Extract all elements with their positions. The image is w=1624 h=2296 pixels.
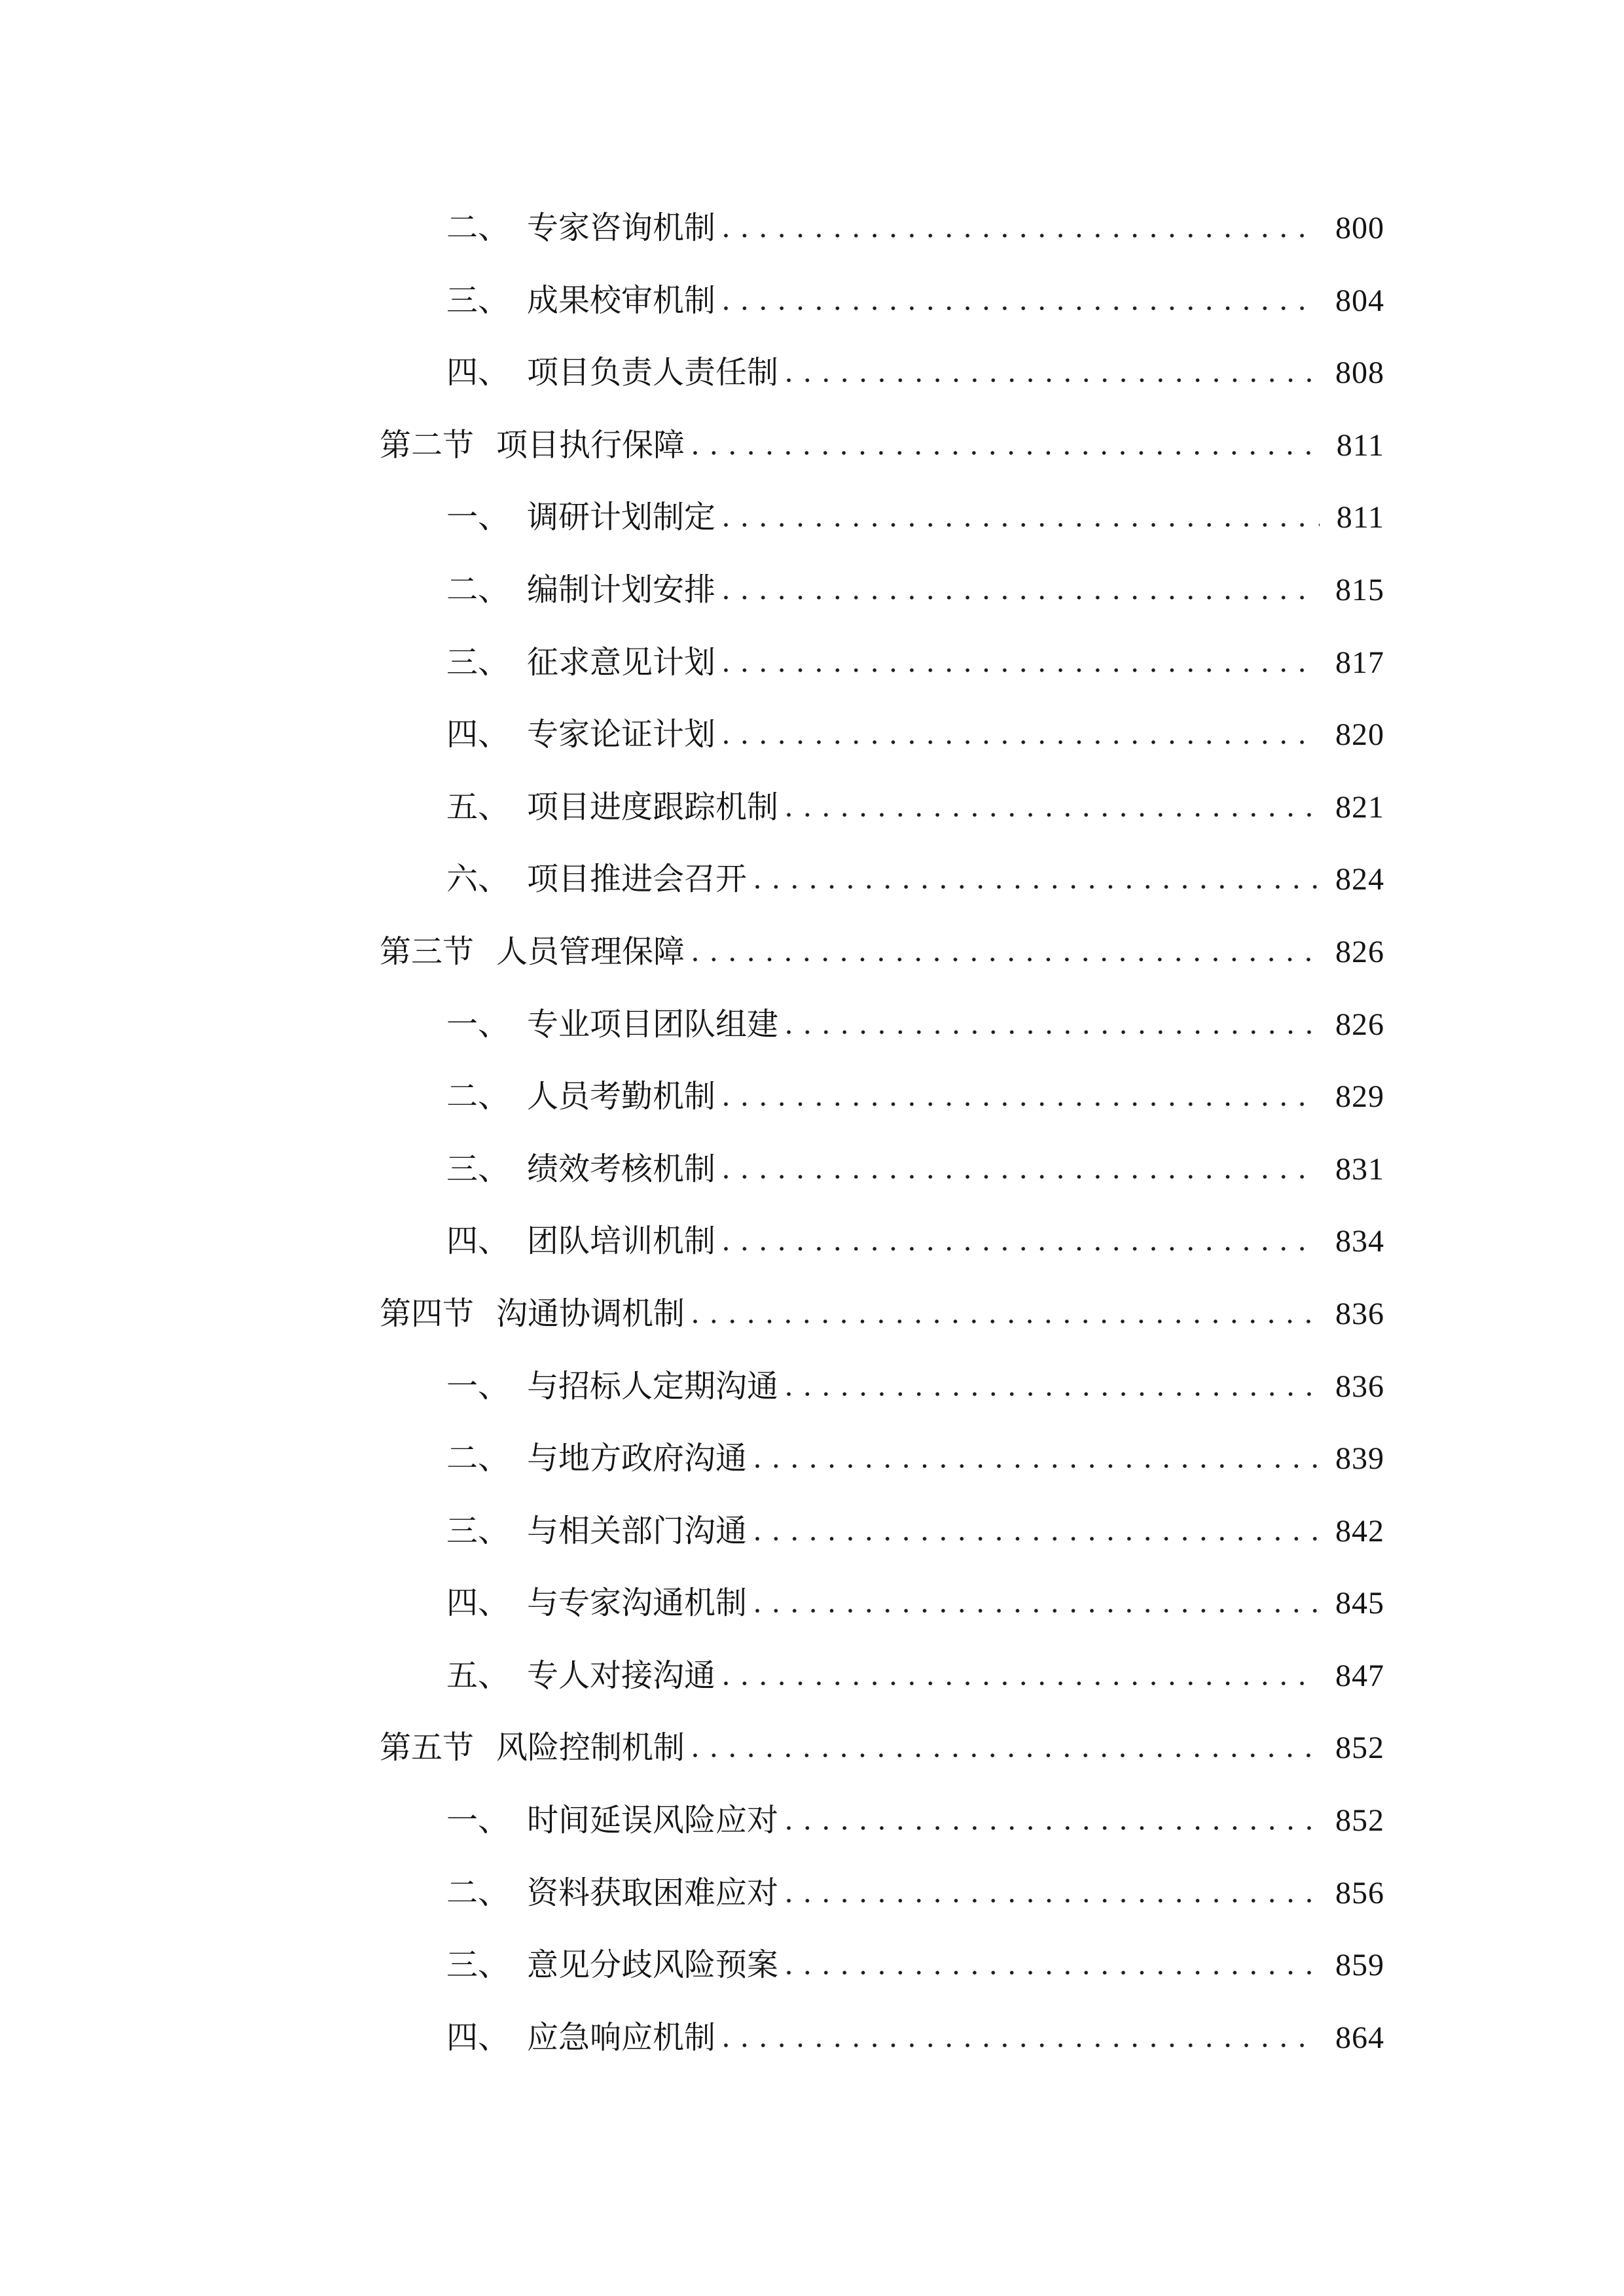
toc-entry xyxy=(0,1785,1624,1857)
dot-leader xyxy=(723,740,1318,745)
toc-entry xyxy=(0,772,1624,844)
toc-entry xyxy=(0,482,1624,554)
toc-entry-title: 资料获取困难应对 xyxy=(527,1875,779,1910)
toc-entry-number: 三、 xyxy=(446,645,510,680)
toc-entry xyxy=(0,1351,1624,1424)
toc-entry-number: 二、 xyxy=(446,211,510,245)
toc-entry-page: 856 xyxy=(1335,1875,1384,1910)
toc-entry-page: 800 xyxy=(1335,211,1384,245)
toc-entry-title: 与招标人定期沟通 xyxy=(527,1369,779,1404)
toc-entry-number: 四、 xyxy=(446,717,510,753)
toc-entry-number: 二、 xyxy=(446,1441,510,1477)
dot-leader xyxy=(723,233,1318,238)
toc-entry-number: 三、 xyxy=(446,1513,510,1549)
toc-section-title: 项目执行保障 xyxy=(496,427,685,463)
dot-leader xyxy=(786,378,1318,383)
dot-leader xyxy=(786,1391,1318,1397)
dot-leader xyxy=(786,1898,1318,1903)
toc-section-number: 第二节 xyxy=(380,427,475,463)
toc-entry-title: 与相关部门沟通 xyxy=(527,1513,748,1549)
toc-entry-page: 817 xyxy=(1335,645,1384,680)
toc-entry xyxy=(0,2002,1624,2075)
toc-section-page: 852 xyxy=(1335,1731,1384,1766)
toc-entry xyxy=(0,1857,1624,1930)
toc-entry-title: 专业项目团队组建 xyxy=(527,1007,779,1042)
toc-section-number: 第四节 xyxy=(380,1296,475,1331)
toc-entry-page: 811 xyxy=(1336,500,1384,535)
toc-section-entry xyxy=(0,410,1624,482)
toc-entry xyxy=(0,989,1624,1062)
toc-entry-page: 824 xyxy=(1335,862,1384,897)
toc-entry-number: 一、 xyxy=(446,1007,510,1042)
toc-entry-page: 831 xyxy=(1335,1151,1384,1187)
dot-leader xyxy=(723,522,1320,528)
toc-entry xyxy=(0,192,1624,265)
toc-entry-page: 834 xyxy=(1335,1224,1384,1259)
toc-entry-title: 项目进度跟踪机制 xyxy=(527,789,779,825)
toc-entry-number: 二、 xyxy=(446,1079,510,1115)
toc-section-page: 826 xyxy=(1335,934,1384,969)
toc-entry-number: 一、 xyxy=(446,1369,510,1404)
toc-entry xyxy=(0,1134,1624,1206)
toc-entry-page: 829 xyxy=(1335,1079,1384,1115)
toc-entry-number: 五、 xyxy=(446,789,510,825)
dot-leader xyxy=(755,1536,1318,1541)
dot-leader xyxy=(786,1825,1318,1831)
toc-entry-number: 四、 xyxy=(446,1586,510,1621)
toc-entry xyxy=(0,1061,1624,1134)
toc-entry xyxy=(0,699,1624,772)
toc-section-page: 811 xyxy=(1336,427,1384,463)
toc-entry xyxy=(0,337,1624,410)
dot-leader xyxy=(693,450,1320,456)
toc-entry-title: 意见分歧风险预案 xyxy=(527,1948,779,1983)
toc-entry-page: 842 xyxy=(1335,1513,1384,1549)
toc-entry xyxy=(0,1423,1624,1496)
dot-leader xyxy=(723,2043,1318,2048)
toc-section-entry xyxy=(0,1712,1624,1785)
toc-entry-title: 编制计划安排 xyxy=(527,572,716,607)
toc-entry-title: 人员考勤机制 xyxy=(527,1079,716,1115)
toc-entry-title: 调研计划制定 xyxy=(527,500,716,535)
toc-entry-number: 六、 xyxy=(446,862,510,897)
toc-entry-number: 一、 xyxy=(446,500,510,535)
toc-entry-page: 804 xyxy=(1335,283,1384,318)
toc-entry-number: 二、 xyxy=(446,572,510,607)
toc-entry-number: 四、 xyxy=(446,1224,510,1259)
toc-entry xyxy=(0,1640,1624,1713)
dot-leader xyxy=(786,812,1318,817)
toc-entry-page: 859 xyxy=(1335,1948,1384,1983)
toc-entry xyxy=(0,627,1624,700)
toc-entry-number: 二、 xyxy=(446,1875,510,1910)
toc-entry-title: 与地方政府沟通 xyxy=(527,1441,748,1477)
dot-leader xyxy=(755,1463,1318,1469)
toc-entry-number: 五、 xyxy=(446,1658,510,1693)
toc-entry-page: 847 xyxy=(1335,1658,1384,1693)
toc-entry-number: 三、 xyxy=(446,1948,510,1983)
toc-entry-page: 826 xyxy=(1335,1007,1384,1042)
toc-entry-title: 专家论证计划 xyxy=(527,717,716,753)
toc-entry-page: 820 xyxy=(1335,717,1384,753)
toc-entry-title: 团队培训机制 xyxy=(527,1224,716,1259)
dot-leader xyxy=(693,1753,1318,1758)
dot-leader xyxy=(723,1102,1318,1107)
toc-entry-page: 836 xyxy=(1335,1369,1384,1404)
toc-entry-page: 815 xyxy=(1335,572,1384,607)
dot-leader xyxy=(723,1174,1318,1179)
dot-leader xyxy=(723,306,1318,311)
toc-entry xyxy=(0,1206,1624,1278)
toc-entry-number: 一、 xyxy=(446,1803,510,1839)
toc-entry xyxy=(0,554,1624,627)
toc-entry-title: 绩效考核机制 xyxy=(527,1151,716,1187)
toc-entry-number: 四、 xyxy=(446,355,510,391)
toc-entry-title: 项目推进会召开 xyxy=(527,862,748,897)
toc-entry-title: 项目负责人责任制 xyxy=(527,355,779,391)
toc-entry xyxy=(0,1568,1624,1640)
toc-section-title: 人员管理保障 xyxy=(496,934,685,969)
toc-entry xyxy=(0,1929,1624,2002)
toc-section-page: 836 xyxy=(1335,1296,1384,1331)
toc-entry-number: 四、 xyxy=(446,2020,510,2055)
toc-entry-page: 845 xyxy=(1335,1586,1384,1621)
toc-entry xyxy=(0,265,1624,338)
toc-entry-number: 三、 xyxy=(446,1151,510,1187)
toc-entry-title: 成果校审机制 xyxy=(527,283,716,318)
toc-entry-page: 864 xyxy=(1335,2020,1384,2055)
toc-entry-number: 三、 xyxy=(446,283,510,318)
toc-entry-title: 专人对接沟通 xyxy=(527,1658,716,1693)
dot-leader xyxy=(755,884,1318,889)
toc-entry-title: 时间延误风险应对 xyxy=(527,1803,779,1839)
dot-leader xyxy=(723,595,1318,600)
toc-entry-page: 821 xyxy=(1335,789,1384,825)
toc-entry xyxy=(0,844,1624,916)
toc-section-entry xyxy=(0,1278,1624,1351)
dot-leader xyxy=(693,1319,1318,1324)
toc-section-title: 沟通协调机制 xyxy=(496,1296,685,1331)
toc-entry-page: 852 xyxy=(1335,1803,1384,1839)
dot-leader xyxy=(786,1970,1318,1975)
toc-entry-title: 应急响应机制 xyxy=(527,2020,716,2055)
toc-section-title: 风险控制机制 xyxy=(496,1731,685,1766)
toc-entry-page: 808 xyxy=(1335,355,1384,391)
dot-leader xyxy=(723,668,1318,673)
toc-entry-title: 征求意见计划 xyxy=(527,645,716,680)
toc-section-number: 第三节 xyxy=(380,934,475,969)
dot-leader xyxy=(693,957,1318,962)
toc-entry xyxy=(0,1496,1624,1568)
toc-section-entry xyxy=(0,916,1624,989)
dot-leader xyxy=(755,1608,1318,1613)
dot-leader xyxy=(723,1681,1318,1686)
toc-entry-title: 专家咨询机制 xyxy=(527,211,716,245)
toc-entry-page: 839 xyxy=(1335,1441,1384,1477)
toc-section-number: 第五节 xyxy=(380,1731,475,1766)
dot-leader xyxy=(723,1246,1318,1251)
table-of-contents xyxy=(0,192,1624,2074)
dot-leader xyxy=(786,1030,1318,1035)
toc-entry-title: 与专家沟通机制 xyxy=(527,1586,748,1621)
